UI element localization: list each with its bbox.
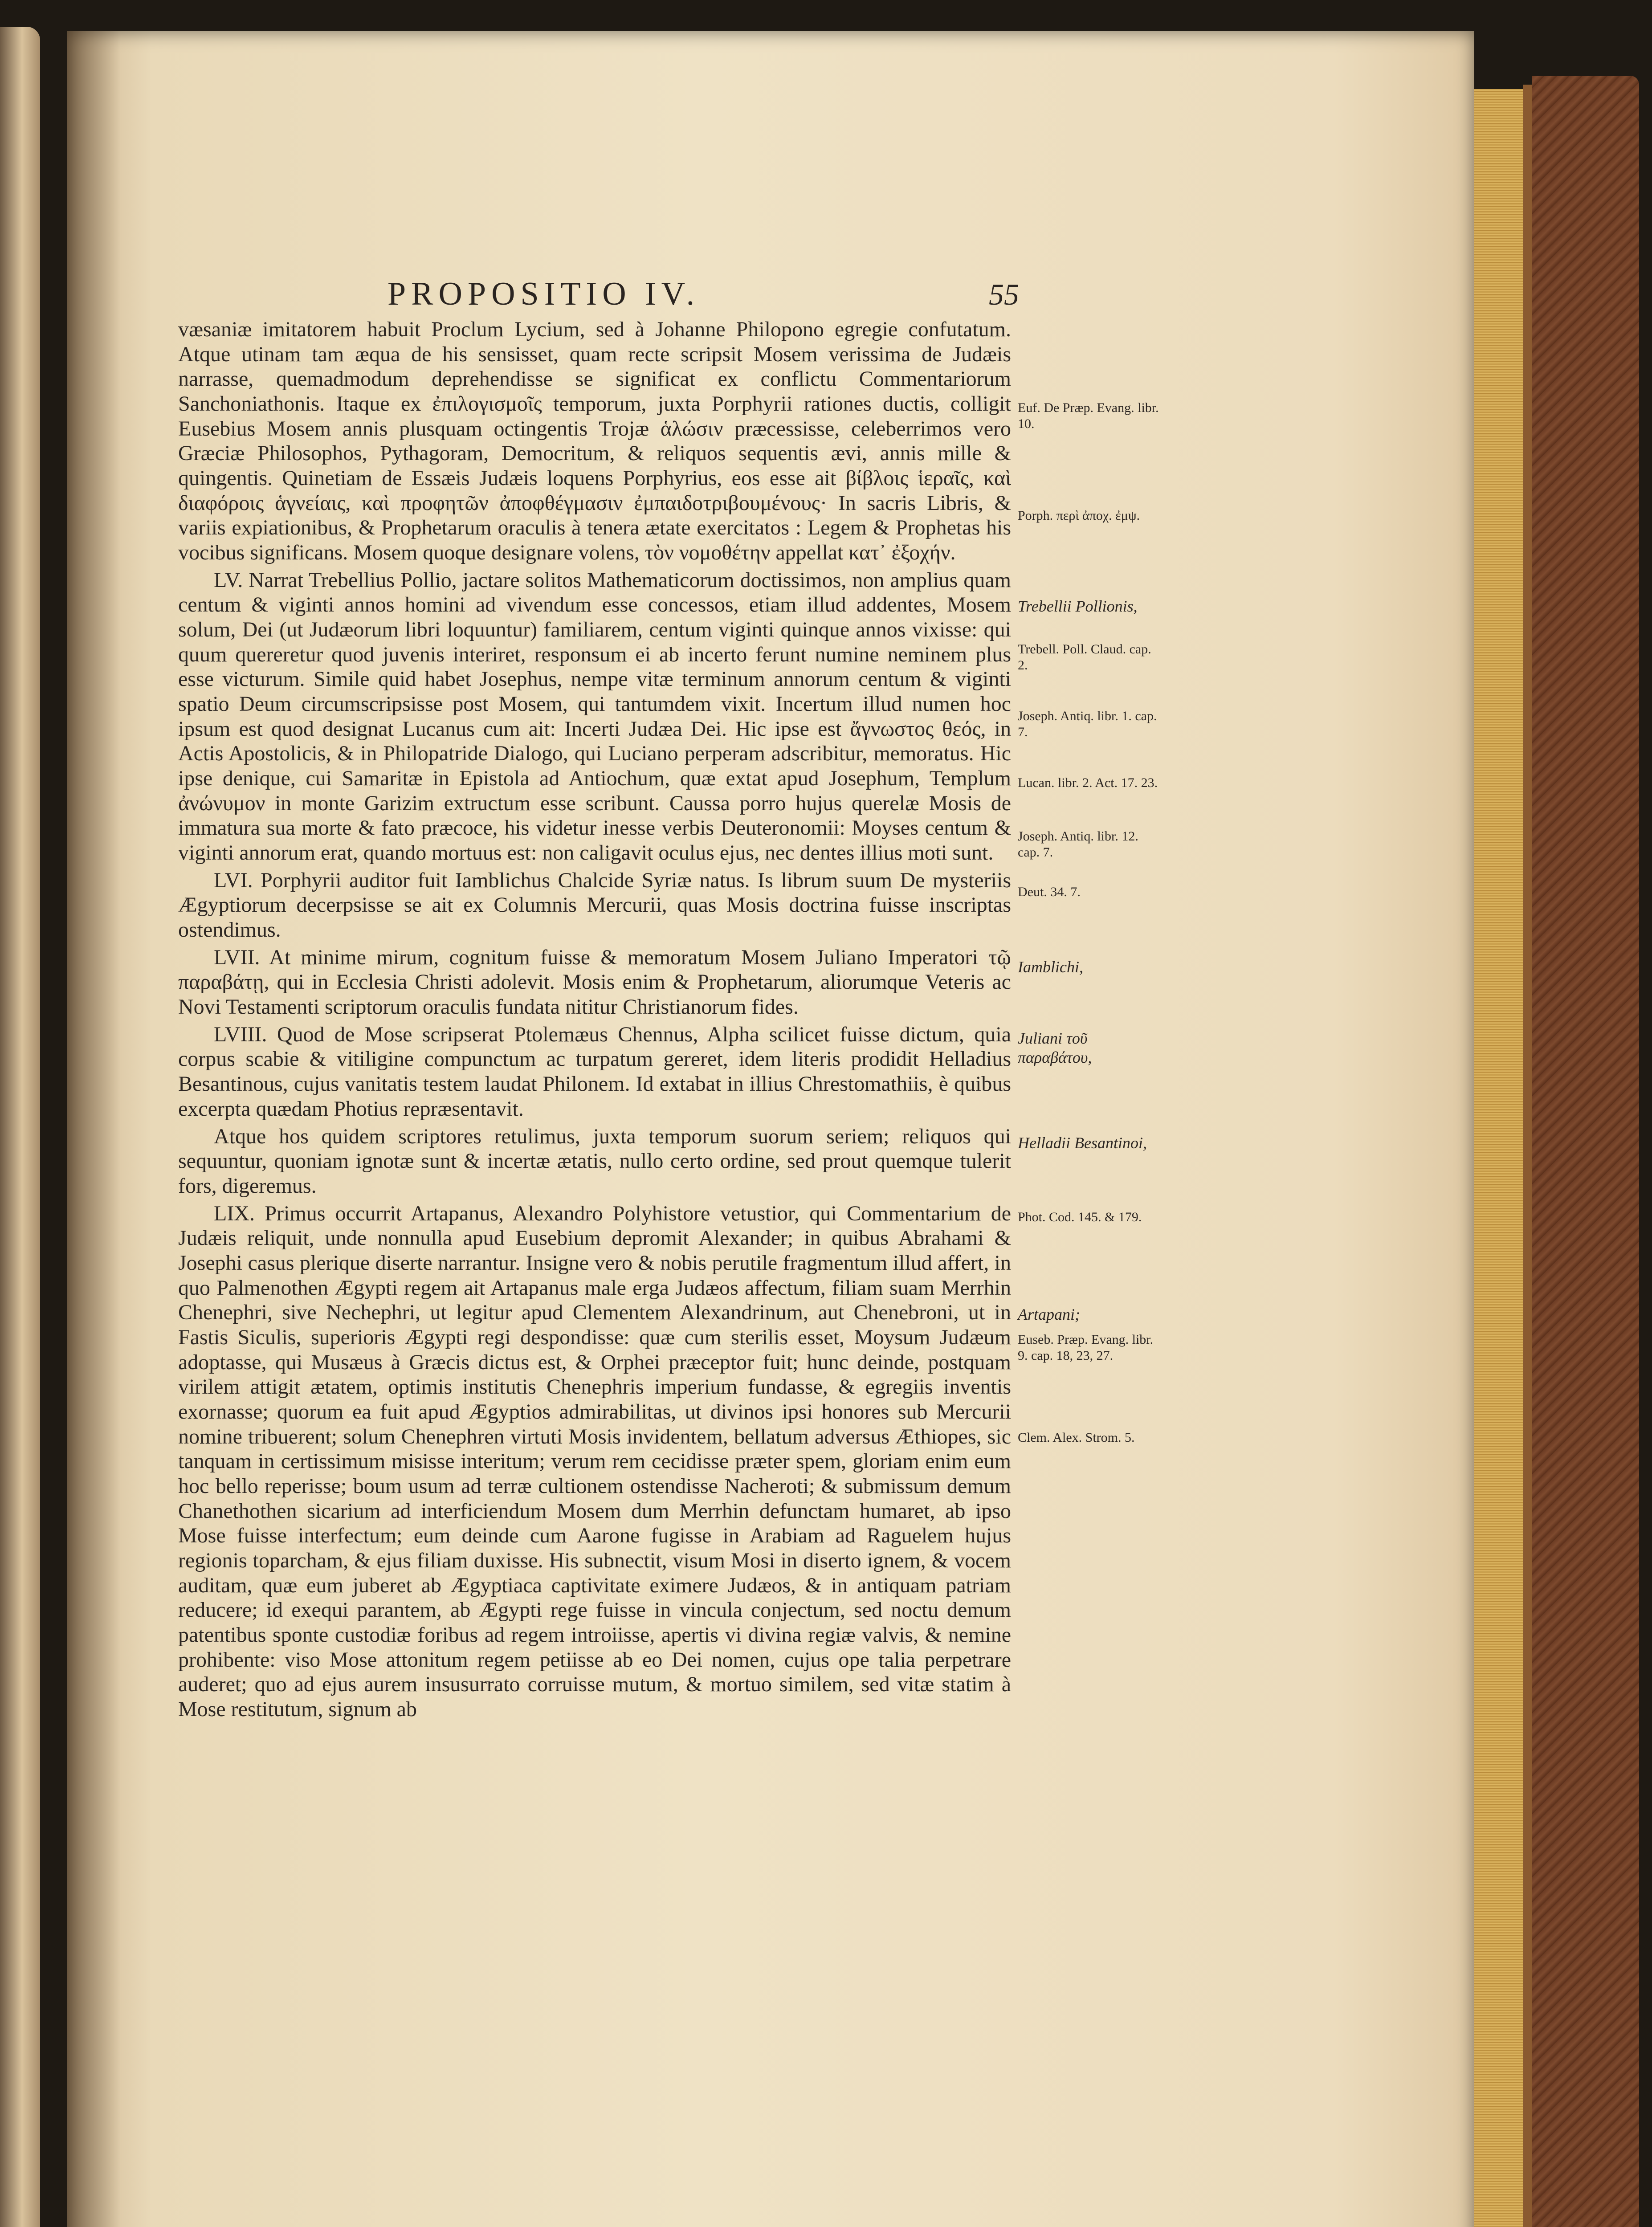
main-text — [178, 317, 1011, 1722]
facing-page-edge — [0, 27, 40, 2227]
paragraph-lix: LIX. Primus occurrit Artapanus, Alexandro Polyhistore vetustior, qui Commentarium de Judæis reliquit, unde nonnulla apud Eusebium depromit Alexander; in quibus Abrahami & Josephi casus plerique diserte narrantur. Insigne vero & nobis perutile fragmentum illud affert, in quo Palmenothen Ægypti regem ait Artapanus male erga Judæos affectum, filiam suam Merrhin Chenephri, sive Nechephri, ut legitur apud Clementem Alexandrinum, aut Chenebroni, ut in Fastis Siculis, superioris Ægypti regi despondisse: quæ cum sterilis esset, Moysum Judæum adoptasse, qui Musæus à Græcis dictus est, & Orphei præceptor fuit; hunc deinde, postquam virilem attigit ætatem, optimis institutis Chenephris imperium fundasse, & egregiis inventis exornasse; quorum ea fuit apud Ægyptios admirabilitas, ut divinos ipsi honores sub Mercurii nomine tribuerent; solum Chenephren virtuti Mosis invidentem, bellatum adversus Æthiopes, sic tanquam in certissimum misisse interitum; verum rem cecidisse præter spem, gloriam enim eum hoc bello reperisse; boum usum ad terræ cultionem ostendisse Nacheroti; & submissum demum Chanethothen sicarium ad interficiendum Mosem dum Merrhin defunctam humaret, ab ipso Mose fuisse interfectum; eum deinde cum Aarone fugisse in Arabiam ad Raguelem hujus regionis toparcham, & ejus filiam duxisse. His subnectit, visum Mosi in diserto ignem, & vocem auditam, quæ eum juberet ab Ægyptiaca captivitate eximere Judæos, & in antiquam patriam reducere; id exequi parantem, ab Ægypti rege fuisse in vincula conjectum, sed noctu demum patentibus sponte custodiæ foribus ad regem introiisse, apertis vi divina regiæ valvis, & nemine prohibente: viso Mose attonitum regem petiisse ab eo Dei nomen, cujus ope talia perpetrare auderet; quo ad ejus aurem insusurrato corruisse mutum, & mortuo similem, sed vitæ statim à Mose restitutum, signum ab — [178, 1201, 1011, 1721]
paragraph-lviii: LVIII. Quod de Mose scripserat Ptolemæus Chennus, Alpha scilicet fuisse dictum, quia corpus scabie & vitiligine compunctum ac turpatum gereret, idem literis prodidit Helladius Besantinous, cujus vanitatis testem laudat Philonem. Id extabat in illius Chrestomathiis, è quibus excerpta quædam Photius repræsentavit. — [178, 1022, 1011, 1121]
margin-note: Deut. 34. 7. — [1018, 885, 1081, 899]
paragraph: væsaniæ imitatorem habuit Proclum Lycium, sed à Johanne Philopono egregie confutatum. Atque utinam tam æqua de his sensisset, quam recte scripsit Mosem verissima de Judæis narrasse, quemadmodum deprehendisse se significat ex conflictu Commentariorum Sanchoniathonis. Itaque ex ἐπιλογισμοῖς temporum, juxta Porphyrii rationes ductis, colligit Eusebius Mosem annis plusquam octingentis Trojæ ἁλώσιν præcessisse, celeberrimos vero Græciæ Philosophos, Pythagoram, Democritum, & reliquos sequentis ævi, annis mille & quingentis. Quinetiam de Essæis Judæis loquens Porphyrius, eos esse ait βίβλοις ἱεραῖς, καὶ διαφόροις ἁγνείαις, καὶ προφητῶν ἀποφθέγμασιν ἐμπαιδοτριβουμένους· In sacris Libris, & variis expiationibus, & Prophetarum oraculis à tenera ætate exercitatos : Legem & Prophetas his vocibus significans. Mosem quoque designare volens, τὸν νομοθέτην appellat κατ᾽ ἐξοχήν. — [178, 318, 1011, 565]
margin-note-heading: Artapani; — [1018, 1305, 1080, 1323]
margin-note: Lucan. libr. 2. Act. 17. 23. — [1018, 775, 1158, 790]
margin-note-heading: Iamblichi, — [1018, 958, 1083, 976]
page-header — [388, 275, 1145, 311]
paragraph-lv: LV. Narrat Trebellius Pollio, jactare solitos Mathematicorum doctissimos, non amplius quam centum & viginti annos homini ad vivendum esse concessos, etiam illud addentes, Mosem solum, Dei (ut Judæorum libri loquuntur) familiarem, centum viginti quinque annos vixisse: qui quum quereretur quod juvenis interiret, responsum ei ab incerto ferunt numine neminem plus esse victurum. Simile quid habet Josephus, nempe vitæ terminum annorum centum & viginti spatio Deum circumscripsisse post Mosem, qui tantumdem vixit. Incertum illud numen hoc ipsum est quod designat Lucanus cum ait: Incerti Judæa Dei. Hic ipse est ἄγνωστος θεός, in Actis Apostolicis, & in Philopatride Dialogo, qui Luciano perperam adscribitur, memoratus. Hic ipse denique, cui Samaritæ in Epistola ad Antiochum, quæ extat apud Josephum, Templum ἀνώνυμον in monte Garizim extructum esse scribunt. Caussa porro hujus querelæ Mosis de immatura sua morte & fato præcoce, his videtur inesse verbis Deuteronomii: Moyses centum & viginti annorum erat, quando mortuus est: non caligavit oculus ejus, nec dentes illius moti sunt. — [178, 568, 1011, 865]
running-head: PROPOSITIO IV. — [388, 276, 700, 312]
margin-note: Euf. De Præp. Evang. libr. 10. — [1018, 400, 1159, 431]
page-number: 55 — [989, 277, 1019, 311]
margin-note: Trebell. Poll. Claud. cap. 2. — [1018, 642, 1151, 673]
margin-note: Euseb. Præp. Evang. libr. 9. cap. 18, 23, 27. — [1018, 1332, 1154, 1363]
margin-note: Phot. Cod. 145. & 179. — [1018, 1210, 1142, 1224]
margin-note: Clem. Alex. Strom. 5. — [1018, 1430, 1135, 1445]
margin-note-heading: Trebellii Pollionis, — [1018, 597, 1138, 615]
paragraph-lvii: LVII. At minime mirum, cognitum fuisse & memoratum Mosem Juliano Imperatori τῷ παραβάτῃ, qui in Ecclesia Christi adolevit. Mosis enim & Prophetarum, aliorumque Veteris ac Novi Testamenti scriptorum oraculis fundata nititur Christianorum fides. — [178, 945, 1011, 1019]
paragraph-transition: Atque hos quidem scriptores retulimus, juxta temporum suorum seriem; reliquos qui sequuntur, quoniam ignotæ sunt & incertæ ætatis, nullo certo ordine, sed prout quemque tulerit fors, digeremus. — [178, 1124, 1011, 1198]
gutter-shadow — [67, 31, 120, 2227]
leather-cover — [1532, 76, 1639, 2227]
margin-note-heading: Helladii Besantinoi, — [1018, 1134, 1147, 1152]
margin-note: Porph. περὶ ἀποχ. ἐμψ. — [1018, 508, 1140, 523]
margin-note: Joseph. Antiq. libr. 1. cap. 7. — [1018, 709, 1157, 739]
margin-note: Joseph. Antiq. libr. 12. cap. 7. — [1018, 829, 1138, 860]
margin-note-heading: Juliani τοῦ παραβάτου, — [1018, 1029, 1092, 1067]
paragraph-lvi: LVI. Porphyrii auditor fuit Iamblichus Chalcide Syriæ natus. Is librum suum De mysteriis Ægyptiorum decerpsisse se ait ex Columnis Mercurii, quas Mosis doctrina fuisse inscriptas ostendimus. — [178, 868, 1011, 942]
